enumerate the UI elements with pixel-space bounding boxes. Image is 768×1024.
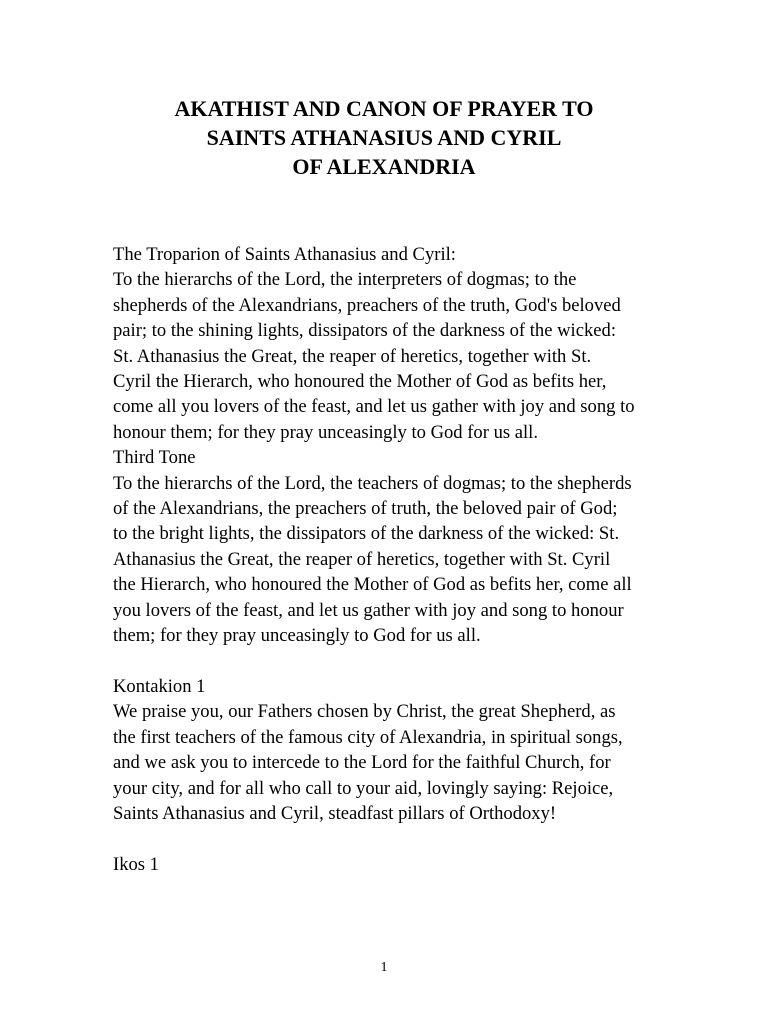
troparion-line: St. Athanasius the Great, the reaper of heretics, together with St. bbox=[113, 345, 592, 367]
paragraph-spacer bbox=[113, 649, 723, 674]
third-tone-line: to the bright lights, the dissipators of the darkness of the wicked: St. bbox=[113, 523, 620, 545]
title-line: AKATHIST AND CANON OF PRAYER TO bbox=[174, 96, 594, 121]
title-line: SAINTS ATHANASIUS AND CYRIL bbox=[206, 125, 562, 150]
kontakion-heading: Kontakion 1 bbox=[113, 675, 206, 697]
troparion-line: honour them; for they pray unceasingly to God for us all. bbox=[113, 421, 538, 443]
third-tone-line: the Hierarch, who honoured the Mother of God as befits her, come all bbox=[113, 574, 632, 596]
kontakion-line: the first teachers of the famous city of Alexandria, in spiritual songs, bbox=[113, 726, 623, 748]
page-number: 1 bbox=[380, 960, 388, 975]
troparion-line: pair; to the shining lights, dissipators of the darkness of the wicked: bbox=[113, 320, 616, 342]
document-body bbox=[113, 242, 723, 877]
kontakion-line: Saints Athanasius and Cyril, steadfast pillars of Orthodoxy! bbox=[113, 802, 557, 824]
troparion-heading: The Troparion of Saints Athanasius and Cyril: bbox=[113, 244, 456, 265]
third-tone-section bbox=[113, 445, 723, 648]
document-title bbox=[0, 94, 768, 181]
third-tone-line: of the Alexandrians, the preachers of truth, the beloved pair of God; bbox=[113, 498, 618, 520]
troparion-line: come all you lovers of the feast, and let us gather with joy and song to bbox=[113, 396, 635, 418]
troparion-section bbox=[113, 242, 723, 445]
third-tone-line: To the hierarchs of the Lord, the teachers of dogmas; to the shepherds bbox=[113, 472, 632, 494]
paragraph-spacer bbox=[113, 826, 723, 851]
title-line: OF ALEXANDRIA bbox=[292, 154, 476, 179]
troparion-line: To the hierarchs of the Lord, the interpreters of dogmas; to the bbox=[113, 269, 577, 291]
troparion-line: shepherds of the Alexandrians, preachers of the truth, God's beloved bbox=[113, 294, 621, 316]
third-tone-line: them; for they pray unceasingly to God for us all. bbox=[113, 625, 481, 647]
kontakion-line: your city, and for all who call to your aid, lovingly saying: Rejoice, bbox=[113, 777, 614, 799]
kontakion-section bbox=[113, 674, 723, 826]
ikos-heading: Ikos 1 bbox=[113, 853, 159, 875]
third-tone-line: Athanasius the Great, the reaper of heretics, together with St. Cyril bbox=[113, 548, 611, 570]
third-tone-line: you lovers of the feast, and let us gather with joy and song to honour bbox=[113, 599, 624, 621]
troparion-line: Cyril the Hierarch, who honoured the Mother of God as befits her, bbox=[113, 371, 607, 393]
third-tone-heading: Third Tone bbox=[113, 447, 196, 469]
kontakion-line: and we ask you to intercede to the Lord for the faithful Church, for bbox=[113, 752, 611, 774]
ikos-section bbox=[113, 852, 723, 877]
kontakion-line: We praise you, our Fathers chosen by Christ, the great Shepherd, as bbox=[113, 701, 616, 723]
